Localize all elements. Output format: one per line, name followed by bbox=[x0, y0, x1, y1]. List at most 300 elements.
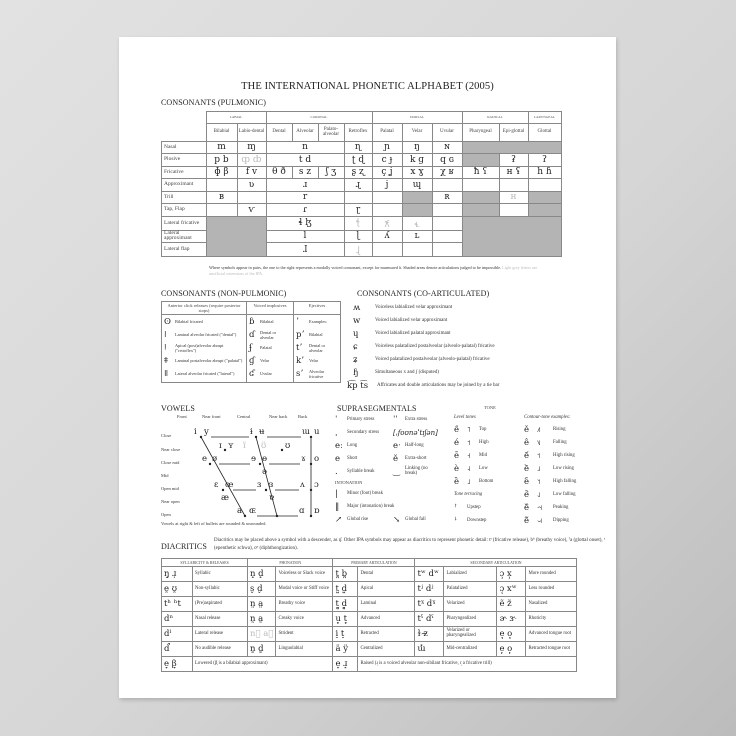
vowel-symbol: ʊ bbox=[285, 441, 291, 451]
tone-letter: ˩ bbox=[467, 477, 471, 486]
diacritic-symbol: ɔ̜ xʷ bbox=[497, 582, 526, 597]
empty-cell bbox=[372, 191, 402, 204]
group-laryngeal: LARYNGEAL bbox=[528, 112, 561, 124]
empty-cell bbox=[432, 230, 462, 243]
diacritic-desc: Labialized bbox=[444, 567, 497, 582]
diacritic-desc: Velarized or pharyngealized bbox=[444, 627, 497, 642]
header-implosives: Voiced implosives bbox=[247, 302, 294, 315]
diacritic-desc: Voiceless or Slack voice bbox=[276, 567, 333, 582]
click-desc: Bilabial fricated bbox=[175, 319, 203, 325]
group-radical: RADICAL bbox=[462, 112, 528, 124]
diacritic-row bbox=[162, 642, 577, 657]
col-retroflex: Retroflex bbox=[344, 123, 372, 141]
diacritic-desc: Laminal bbox=[358, 597, 415, 612]
vowels-heading: VOWELS bbox=[161, 404, 195, 413]
diacritic-symbol: tʲ dʲ bbox=[415, 582, 444, 597]
col-alveolar: Alveolar bbox=[292, 123, 318, 141]
implosive-symbol: ʛ bbox=[249, 369, 255, 380]
vowel-symbol: u bbox=[314, 427, 320, 437]
col-glottal: Glottal bbox=[528, 123, 561, 141]
tone-desc: Mid bbox=[479, 453, 487, 458]
co-articulated-item bbox=[353, 353, 613, 366]
supra-desc: Extra stress bbox=[405, 417, 428, 422]
contour-tone-item bbox=[524, 423, 614, 436]
vowel-symbol: ø bbox=[212, 454, 218, 464]
cell-symbol: ʂ ʐ bbox=[344, 166, 372, 179]
vowel-symbol: ɜ bbox=[257, 480, 262, 490]
diacritic-desc: Advanced tongue root bbox=[526, 627, 577, 642]
diacritic-symbol: i̠ t̠ bbox=[333, 627, 358, 642]
empty-cell bbox=[432, 216, 462, 230]
vowel-row-close-mid: Close mid bbox=[161, 460, 180, 465]
diacritic-desc: More rounded bbox=[526, 567, 577, 582]
tone-symbol: ê bbox=[524, 437, 530, 448]
co-articulated-desc: Voiced labialized palatal approximant bbox=[375, 331, 451, 336]
co-articulated-desc: Voiced labialized velar approximant bbox=[375, 318, 448, 323]
col-epiglottal: Epi-glottal bbox=[499, 123, 528, 141]
empty-cell bbox=[372, 204, 402, 217]
cell-symbol: ɭ bbox=[344, 230, 372, 243]
empty-cell bbox=[344, 191, 372, 204]
cell-symbol: ɬ ɮ bbox=[266, 216, 344, 230]
global-rise-icon: ↗ bbox=[335, 514, 343, 525]
pulmonic-footnote bbox=[209, 265, 549, 276]
tone-symbol: e᷆ bbox=[524, 489, 530, 500]
diacritic-row bbox=[162, 597, 577, 612]
header-clicks: Anterior click releases (require posterior stops) bbox=[162, 302, 247, 315]
co-articulated-symbol: ʍ bbox=[353, 302, 361, 313]
col-velar: Velar bbox=[402, 123, 432, 141]
diacritic-symbol: t̺ d̺ bbox=[333, 582, 358, 597]
diacritic-symbol: n̥ d̥ bbox=[248, 567, 276, 582]
intonation-row bbox=[335, 487, 445, 500]
supra-row bbox=[335, 465, 445, 478]
cell-symbol: ȹ ȸ bbox=[237, 154, 266, 167]
col-dental: Dental bbox=[266, 123, 292, 141]
diacritic-desc: Dental bbox=[358, 567, 415, 582]
cell-symbol: 𝼈 bbox=[344, 243, 372, 257]
diacritic-desc: Retracted tongue root bbox=[526, 642, 577, 657]
diacritic-symbol: d̚ bbox=[162, 642, 193, 657]
co-articulated-symbol: w bbox=[353, 315, 361, 326]
vowel-symbol: ɤ bbox=[301, 454, 306, 464]
implosive-desc: Bilabial bbox=[260, 319, 274, 325]
empty-cell bbox=[528, 179, 561, 192]
terracing-desc: Upstep bbox=[467, 505, 481, 510]
diacritic-desc: Modal voice or Stiff voice bbox=[276, 582, 333, 597]
ejective-desc: Examples: bbox=[309, 319, 328, 325]
supra-desc: Extra-short bbox=[405, 456, 427, 461]
diacritic-desc: No audible release bbox=[193, 642, 248, 657]
ejective-symbol: ʼ bbox=[296, 317, 299, 328]
cell-symbol: ŋ bbox=[402, 141, 432, 154]
contour-tone-item bbox=[524, 436, 614, 449]
cell-symbol: ʟ bbox=[402, 230, 432, 243]
ejective-desc: Bilabial bbox=[309, 332, 323, 338]
diacritic-symbol: t̪ b̪ bbox=[333, 567, 358, 582]
group-header-row bbox=[162, 112, 562, 124]
terracing-desc: Downstep bbox=[467, 518, 487, 523]
diacritic-desc: Mid-centralized bbox=[444, 642, 497, 657]
click-symbol: ǀ bbox=[164, 330, 167, 341]
click-item bbox=[164, 329, 244, 342]
cell-symbol: 𝼆 bbox=[372, 216, 402, 230]
cell-symbol: l bbox=[266, 230, 344, 243]
tone-symbol: e᷈ bbox=[524, 502, 530, 513]
vowel-symbol: i bbox=[194, 427, 197, 437]
level-tone-item bbox=[454, 449, 524, 462]
non-pulmonic-heading: CONSONANTS (NON-PULMONIC) bbox=[161, 289, 287, 298]
diacritic-row bbox=[162, 612, 577, 627]
diacritic-symbol: ɔ̹ x̹ bbox=[497, 567, 526, 582]
tone-desc: High bbox=[479, 440, 489, 445]
cell-symbol: ʋ bbox=[237, 179, 266, 192]
vowel-symbol: ɐ bbox=[269, 493, 275, 503]
row-label: Plosive bbox=[162, 154, 207, 167]
cell-symbol: t d bbox=[266, 154, 344, 167]
empty-cell bbox=[206, 179, 237, 192]
tone-desc: Low rising bbox=[553, 466, 574, 471]
supra-row bbox=[335, 426, 445, 439]
row-fricative bbox=[162, 166, 562, 179]
cell-symbol: ꞎ bbox=[344, 216, 372, 230]
vowel-symbol: ɞ bbox=[268, 480, 274, 490]
co-articulated-symbol: ʑ bbox=[353, 354, 358, 365]
diacritic-symbol: tˠ dˠ bbox=[415, 597, 444, 612]
co-articulated-item bbox=[353, 301, 613, 314]
diacritic-desc: Less rounded bbox=[526, 582, 577, 597]
co-articulated-item bbox=[353, 340, 613, 353]
cell-symbol: ʡ bbox=[499, 154, 528, 167]
diacritic-desc: Nasal release bbox=[193, 612, 248, 627]
impossible-cell bbox=[462, 204, 499, 217]
row-nasal bbox=[162, 141, 562, 154]
row-lateral-fricative bbox=[162, 216, 562, 230]
click-item bbox=[164, 342, 244, 355]
footnote-text: Where symbols appear in pairs, the one to the right represents a modally voiced consonant, except for murmured ɦ. Shaded areas denote articulations judged to be impossible. bbox=[209, 265, 502, 270]
click-symbol: ʘ bbox=[164, 317, 171, 328]
header-phonation: PHONATION bbox=[248, 559, 333, 567]
cell-symbol: ʜ bbox=[499, 191, 528, 204]
cell-symbol: ɽ bbox=[344, 204, 372, 217]
impossible-cell bbox=[462, 191, 499, 204]
cell-symbol: ɾ bbox=[266, 204, 344, 217]
diacritic-desc: Syllabic bbox=[193, 567, 248, 582]
click-item bbox=[164, 368, 244, 381]
diacritic-symbol: tʰ ʰt bbox=[162, 597, 193, 612]
global-desc: Global fall bbox=[405, 517, 426, 522]
cell-symbol: ʔ bbox=[528, 154, 561, 167]
col-palatoalveolar: Palato-alveolar bbox=[318, 123, 344, 141]
cell-symbol: ⱱ bbox=[237, 204, 266, 217]
diacritic-symbol: s̬ d̬ bbox=[248, 582, 276, 597]
ejective-desc: Dental or alveolar bbox=[309, 342, 326, 353]
row-plosive bbox=[162, 154, 562, 167]
group-dorsal: DORSAL bbox=[372, 112, 462, 124]
supra-example: [ˌfoʊnəˈtɪʃən] bbox=[393, 428, 438, 437]
level-tone-item bbox=[454, 462, 524, 475]
tone-letter: ˨˩ bbox=[537, 490, 541, 499]
implosive-desc: Velar bbox=[260, 358, 270, 364]
impossible-cell bbox=[402, 204, 432, 217]
tone-symbol: e̋ bbox=[454, 424, 460, 435]
contour-tone-item bbox=[524, 449, 614, 462]
implosive-desc: Dental or alveolar bbox=[260, 329, 277, 340]
co-articulated-symbol: ɧ bbox=[353, 367, 359, 378]
tone-desc: Falling bbox=[553, 440, 567, 445]
vowel-symbol: o bbox=[314, 454, 320, 464]
cell-symbol: ɴ bbox=[432, 141, 462, 154]
cell-symbol: s z bbox=[292, 166, 318, 179]
vowel-symbol: ɛ bbox=[214, 480, 219, 490]
ejective-symbol: sʼ bbox=[296, 369, 304, 380]
empty-cell bbox=[206, 204, 237, 217]
tone-terracing-heading: Tone terracing bbox=[454, 492, 483, 497]
diacritic-symbol: ɯ̽ bbox=[415, 642, 444, 657]
contour-tone-item bbox=[524, 462, 614, 475]
cell-symbol: ʀ bbox=[432, 191, 462, 204]
row-approximant bbox=[162, 179, 562, 192]
co-articulated-item bbox=[347, 379, 613, 392]
supra-desc: Primary stress bbox=[347, 417, 375, 422]
ejective-symbol: kʼ bbox=[296, 356, 304, 367]
pulmonic-table bbox=[161, 111, 562, 257]
clicks-column bbox=[162, 315, 247, 383]
cell-symbol: ɺ bbox=[266, 243, 344, 257]
vowel-symbol: ɘ bbox=[251, 454, 257, 464]
vowel-symbol: ə bbox=[262, 467, 268, 477]
diacritic-symbol: ẽ z̃ bbox=[497, 597, 526, 612]
ejective-desc: Alveolar fricative bbox=[309, 368, 325, 379]
diacritic-desc: Breathy voice bbox=[276, 597, 333, 612]
ejective-desc: Velar bbox=[309, 358, 319, 364]
diacritic-desc: Advanced bbox=[358, 612, 415, 627]
implosive-item bbox=[249, 316, 291, 329]
tone-desc: Peaking bbox=[553, 505, 569, 510]
row-label: Lateral approximant bbox=[162, 230, 207, 243]
diacritic-desc: Velarized bbox=[444, 597, 497, 612]
supra-desc: Linking (no break) bbox=[405, 465, 428, 476]
vowel-symbol: ɨ bbox=[250, 427, 253, 437]
implosive-item bbox=[249, 329, 291, 342]
level-tones-heading: Level tones bbox=[454, 415, 476, 420]
implosive-item bbox=[249, 355, 291, 368]
terracing-item bbox=[454, 514, 524, 527]
intonation-symbol: | bbox=[335, 488, 338, 499]
tone-symbol: è bbox=[454, 463, 460, 474]
cell-symbol: ʜ ʢ bbox=[499, 166, 528, 179]
diacritic-desc: Retracted bbox=[358, 627, 415, 642]
click-desc: Laminal postalveolar abrupt ("palatal") bbox=[175, 358, 243, 364]
vowel-symbol-unofficial: ɪ̈ bbox=[243, 441, 246, 451]
level-tones-list bbox=[454, 423, 524, 527]
supra-row bbox=[335, 452, 445, 465]
impossible-cell bbox=[462, 154, 499, 167]
supra-desc: Syllable break bbox=[347, 469, 375, 474]
cell-symbol: ɳ bbox=[344, 141, 372, 154]
suprasegmentals-heading: SUPRASEGMENTALS bbox=[337, 404, 417, 413]
tone-desc: High falling bbox=[553, 479, 577, 484]
header-ejectives: Ejectives bbox=[294, 302, 341, 315]
diacritic-desc: Apical bbox=[358, 582, 415, 597]
diacritic-symbol: n̤ a̤ bbox=[248, 597, 276, 612]
diacritic-symbol: tˤ dˤ bbox=[415, 612, 444, 627]
tone-symbol: ē bbox=[454, 450, 460, 461]
header-primary: PRIMARY ARTICULATION bbox=[333, 559, 415, 567]
diacritic-symbol: e̯ ʊ̯ bbox=[162, 582, 193, 597]
supra-symbol: ˈ bbox=[335, 414, 338, 425]
vowel-col-back: Back bbox=[298, 414, 308, 419]
ejective-symbol: pʼ bbox=[296, 330, 305, 341]
cell-symbol: c ɟ bbox=[372, 154, 402, 167]
diacritic-symbol: e̙ o̙ bbox=[497, 642, 526, 657]
intonation-desc: Major (intonation) break bbox=[347, 504, 395, 509]
contour-tone-item bbox=[524, 475, 614, 488]
cell-symbol: h ɦ bbox=[528, 166, 561, 179]
empty-cell bbox=[237, 191, 266, 204]
pulmonic-heading: CONSONANTS (PULMONIC) bbox=[161, 98, 266, 107]
vowel-col-central: Central bbox=[237, 414, 251, 419]
diacritic-symbol: tʷ dʷ bbox=[415, 567, 444, 582]
cell-symbol: j bbox=[372, 179, 402, 192]
vowel-col-near-front: Near front bbox=[202, 414, 221, 419]
terracing-item bbox=[454, 501, 524, 514]
tone-letter: ˥ bbox=[467, 425, 471, 434]
row-label: Lateral fricative bbox=[162, 216, 207, 230]
chart-title: THE INTERNATIONAL PHONETIC ALPHABET (2005) bbox=[241, 81, 494, 92]
impossible-cell bbox=[462, 141, 561, 154]
diacritics-intro: Diacritics may be placed above a symbol with a descender, as ŋ̊. Other IPA symbols may appear as diacritics to represent phonetic detail: tˢ (fricative release), bʱ (breathy voice), ˀa (glottal onset), ᵊ (epenthetic schwa), oᶷ (diphthongization). bbox=[214, 538, 606, 551]
co-articulated-desc: Affricates and double articulations may be joined by a tie bar bbox=[377, 383, 500, 388]
vowel-symbol: æ bbox=[221, 493, 229, 503]
contour-tones-heading: Contour-tone examples: bbox=[524, 415, 571, 420]
empty-cell bbox=[499, 179, 528, 192]
ejective-symbol: tʼ bbox=[296, 343, 303, 354]
diacritic-symbol: e̝ ɹ̝ bbox=[333, 657, 358, 672]
ejective-item bbox=[296, 368, 338, 381]
corner-cell bbox=[162, 112, 207, 124]
diacritic-symbol: ŋ̩ ɹ̩ bbox=[162, 567, 193, 582]
supra-symbol: ‿ bbox=[393, 466, 400, 477]
co-articulated-item bbox=[353, 366, 613, 379]
diacritic-symbol: n̼ d̼ bbox=[248, 642, 276, 657]
col-labiodental: Labio-dental bbox=[237, 123, 266, 141]
co-articulated-list bbox=[347, 301, 613, 392]
non-pulmonic-table bbox=[161, 301, 341, 383]
implosive-symbol: ɓ bbox=[249, 317, 255, 328]
body-row bbox=[162, 315, 341, 383]
implosives-column bbox=[247, 315, 294, 383]
contour-tones-list bbox=[524, 423, 614, 527]
supra-symbol: ˈˈ bbox=[393, 414, 398, 425]
row-trill bbox=[162, 191, 562, 204]
cell-symbol: ɸ β bbox=[206, 166, 237, 179]
supra-desc: Short bbox=[347, 456, 358, 461]
vowel-symbol: ʌ bbox=[300, 480, 305, 490]
click-symbol: ǁ bbox=[164, 369, 169, 380]
diacritics-heading: DIACRITICS bbox=[161, 542, 207, 551]
global-row bbox=[335, 513, 445, 526]
diacritic-row bbox=[162, 567, 577, 582]
vowel-symbol-unofficial: ʊ̈ bbox=[261, 441, 267, 451]
supra-desc: Half-long bbox=[405, 443, 424, 448]
intonation-symbol: ‖ bbox=[335, 501, 340, 512]
tone-letter: ˧˦˧ bbox=[537, 503, 543, 512]
vowel-row-open: Open bbox=[161, 512, 171, 517]
click-desc: Laminal alveolar fricated ("dental") bbox=[175, 332, 237, 338]
footnote-grey-text: Light grey letters are unofficial extensions of the IPA. bbox=[209, 265, 538, 276]
tone-desc: High rising bbox=[553, 453, 575, 458]
supra-desc: Secondary stress bbox=[347, 430, 380, 435]
tone-letter: ˦˥ bbox=[537, 451, 541, 460]
tone-letter: ˦ bbox=[467, 438, 471, 447]
ipa-chart-poster bbox=[119, 37, 616, 698]
row-label: Lateral flap bbox=[162, 243, 207, 257]
vowel-row-near-open: Near open bbox=[161, 499, 180, 504]
cell-symbol: ʃ ʒ bbox=[318, 166, 344, 179]
tone-symbol: e᷅ bbox=[524, 463, 530, 474]
vowel-symbol: e bbox=[202, 454, 208, 464]
intonation-row bbox=[335, 500, 445, 513]
upstep-icon: ꜛ bbox=[454, 502, 458, 513]
co-articulated-symbol: k͡p t͡s bbox=[347, 380, 369, 391]
vowel-symbol: a bbox=[237, 506, 243, 516]
co-articulated-heading: CONSONANTS (CO-ARTICULATED) bbox=[357, 289, 490, 298]
diacritics-table bbox=[161, 558, 577, 672]
diacritic-symbol: n᪽ a᪽ bbox=[248, 627, 276, 642]
tone-desc: Low bbox=[479, 466, 488, 471]
ejective-item bbox=[296, 355, 338, 368]
empty-cell bbox=[432, 243, 462, 257]
ejectives-column bbox=[294, 315, 341, 383]
row-label: Fricative bbox=[162, 166, 207, 179]
diacritic-desc: Nasalized bbox=[526, 597, 577, 612]
diacritic-symbol: e̞ β̞ bbox=[162, 657, 193, 672]
cell-symbol: p b bbox=[206, 154, 237, 167]
tone-letter: ˨ bbox=[467, 464, 471, 473]
supra-symbol: eˑ bbox=[393, 440, 401, 451]
supra-symbol: ˌ bbox=[335, 427, 338, 438]
vowel-symbol: ɑ bbox=[299, 506, 305, 516]
tone-desc: Bottom bbox=[479, 479, 494, 484]
supra-symbol: e bbox=[335, 453, 341, 464]
empty-cell bbox=[372, 243, 402, 257]
tone-symbol: e᷇ bbox=[524, 476, 530, 487]
cell-symbol: k ɡ bbox=[402, 154, 432, 167]
vowel-row-near-close: Near close bbox=[161, 447, 181, 452]
diacritic-desc: Creaky voice bbox=[276, 612, 333, 627]
cell-symbol: χ ʁ bbox=[432, 166, 462, 179]
tone-letter: ˥˦ bbox=[537, 477, 541, 486]
contour-tone-item bbox=[524, 514, 614, 527]
diacritic-symbol: ɫ z̴ bbox=[415, 627, 444, 642]
cell-symbol: ɹ bbox=[266, 179, 344, 192]
impossible-cell bbox=[528, 204, 561, 217]
empty-cell bbox=[432, 204, 462, 217]
vowels-note: Vowels at right & left of bullets are rounded & unrounded. bbox=[161, 521, 267, 526]
co-articulated-symbol: ɕ bbox=[353, 341, 358, 352]
implosive-item bbox=[249, 368, 291, 381]
diacritic-symbol: t̻ d̻ bbox=[333, 597, 358, 612]
cell-symbol: ʎ bbox=[372, 230, 402, 243]
vowel-symbol: ɶ bbox=[249, 506, 256, 516]
global-fall-icon: ↘ bbox=[393, 514, 401, 525]
col-bilabial: Bilabial bbox=[206, 123, 237, 141]
diacritic-desc: Rhoticity bbox=[526, 612, 577, 627]
impossible-cell bbox=[402, 191, 432, 204]
vowel-trapezium bbox=[161, 414, 321, 536]
vowel-symbol: ɪ bbox=[219, 441, 222, 451]
